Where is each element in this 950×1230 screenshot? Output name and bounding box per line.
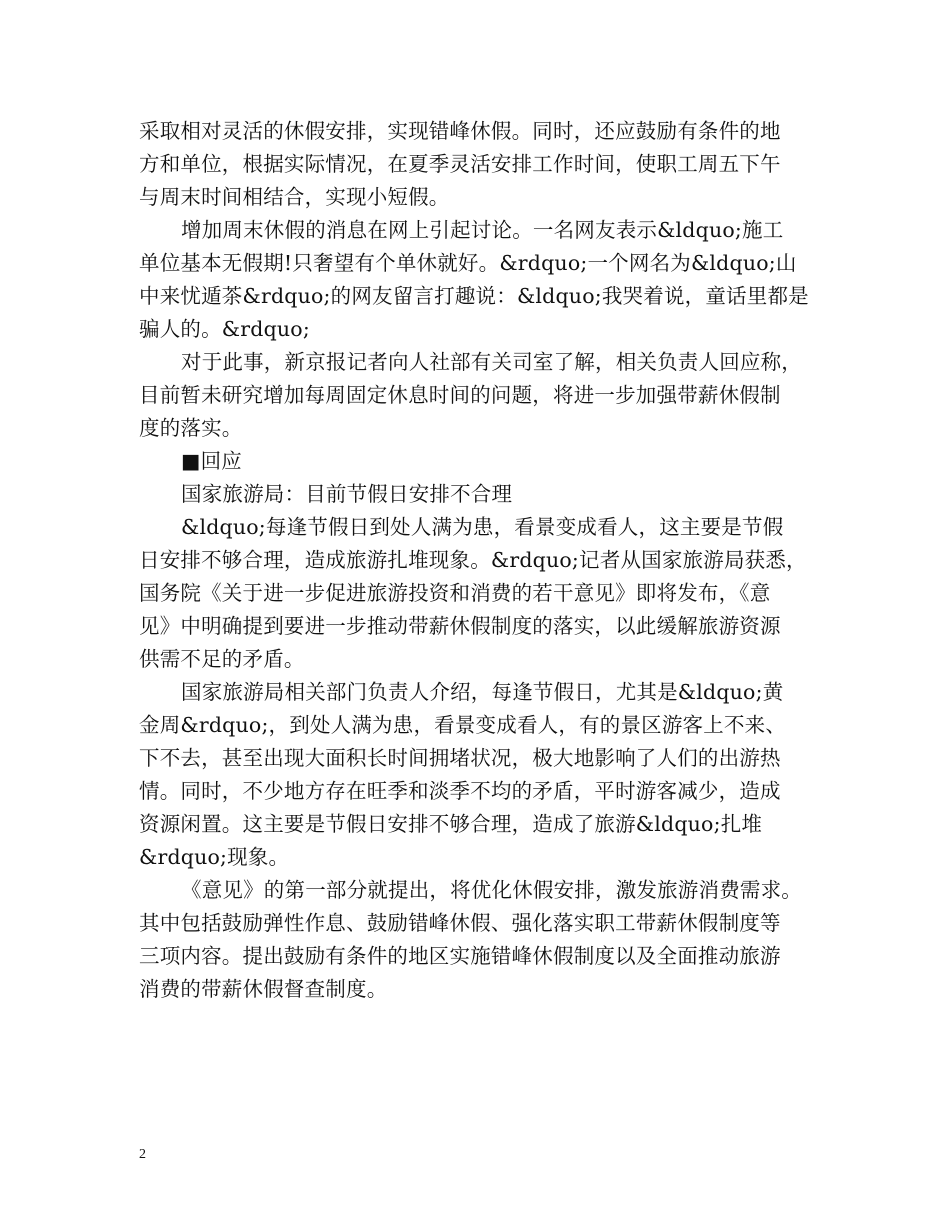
text-line: 三项内容。提出鼓励有条件的地区实施错峰休假制度以及全面推动旅游 (139, 944, 781, 968)
text-line: 与周末时间相结合，实现小短假。 (139, 185, 450, 209)
text-line: 《意见》的第一部分就提出，将优化休假安排，激发旅游消费需求。 (181, 878, 802, 902)
text-line: 度的落实。 (139, 416, 243, 440)
page-number: 2 (139, 1147, 146, 1162)
text-line: 日安排不够合理，造成旅游扎堆现象。&rdquo;记者从国家旅游局获悉， (139, 548, 807, 572)
text-line: 国务院《关于进一步促进旅游投资和消费的若干意见》即将发布，《意 (139, 581, 771, 605)
text-line: 目前暂未研究增加每周固定休息时间的问题，将进一步加强带薪休假制 (139, 383, 781, 407)
text-line: 方和单位，根据实际情况，在夏季灵活安排工作时间，使职工周五下午 (139, 152, 781, 176)
text-line: ■回应 (181, 449, 242, 473)
text-line: 其中包括鼓励弹性作息、鼓励错峰休假、强化落实职工带薪休假制度等 (139, 911, 781, 935)
text-line: 下不去，甚至出现大面积长时间拥堵状况，极大地影响了人们的出游热 (139, 746, 781, 770)
text-line: 中来忧遁茶&rdquo;的网友留言打趣说：&ldquo;我哭着说，童话里都是 (139, 284, 809, 308)
text-line: 国家旅游局相关部门负责人介绍，每逢节假日，尤其是&ldquo;黄 (181, 680, 784, 704)
text-line: 对于此事，新京报记者向人社部有关司室了解，相关负责人回应称， (181, 350, 802, 374)
text-line: 情。同时，不少地方存在旺季和淡季不均的矛盾，平时游客减少，造成 (139, 779, 781, 803)
text-line: 单位基本无假期!只奢望有个单休就好。&rdquo;一个网名为&ldquo;山 (139, 251, 797, 275)
text-line: 采取相对灵活的休假安排，实现错峰休假。同时，还应鼓励有条件的地 (139, 119, 781, 143)
text-line: &ldquo;每逢节假日到处人满为患，看景变成看人，这主要是节假 (181, 515, 784, 539)
text-line: 国家旅游局：目前节假日安排不合理 (181, 482, 513, 506)
text-line: 增加周末休假的消息在网上引起讨论。一名网友表示&ldquo;施工 (181, 218, 784, 242)
text-line: 供需不足的矛盾。 (139, 647, 305, 671)
document-body (139, 115, 829, 1006)
text-line: 消费的带薪休假督查制度。 (139, 977, 388, 1001)
text-line: 见》中明确提到要进一步推动带薪休假制度的落实，以此缓解旅游资源 (139, 614, 781, 638)
text-line: 金周&rdquo;，到处人满为患，看景变成看人，有的景区游客上不来、 (139, 713, 787, 737)
text-line: 资源闲置。这主要是节假日安排不够合理，造成了旅游&ldquo;扎堆 (139, 812, 763, 836)
text-line: &rdquo;现象。 (139, 845, 290, 869)
text-line: 骗人的。&rdquo; (139, 317, 310, 341)
